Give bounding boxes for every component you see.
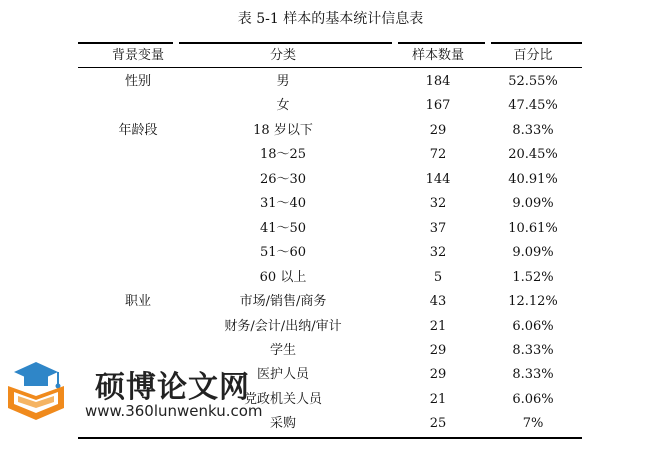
category-cell: 党政机关人员 xyxy=(243,392,323,407)
percent-cell: 7% xyxy=(522,416,544,431)
header-cell: 背景变量 xyxy=(111,48,165,63)
graduation-cap-icon xyxy=(14,362,61,389)
category-cell: 51～60 xyxy=(259,245,307,260)
group-label: 性别 xyxy=(124,74,152,89)
header-cell: 分类 xyxy=(269,48,297,63)
count-cell: 5 xyxy=(433,270,443,285)
header-gap xyxy=(485,41,491,45)
watermark-url: www.360lunwenku.com xyxy=(85,402,263,420)
percent-cell: 9.09% xyxy=(512,245,554,260)
percent-cell: 47.45% xyxy=(508,98,558,113)
count-cell: 72 xyxy=(429,147,447,162)
category-cell: 18～25 xyxy=(259,147,307,162)
category-cell: 采购 xyxy=(269,416,297,431)
count-cell: 167 xyxy=(425,98,451,113)
category-cell: 医护人员 xyxy=(256,367,310,382)
count-cell: 43 xyxy=(429,294,447,309)
percent-cell: 6.06% xyxy=(512,392,554,407)
category-cell: 男 xyxy=(276,74,290,89)
percent-cell: 10.61% xyxy=(508,221,558,236)
percent-cell: 20.45% xyxy=(508,147,558,162)
count-cell: 29 xyxy=(429,123,447,138)
table-caption: 表 5-1 样本的基本统计信息表 xyxy=(237,11,424,27)
group-label: 职业 xyxy=(124,294,152,309)
header-cell: 样本数量 xyxy=(411,48,465,63)
percent-cell: 8.33% xyxy=(512,123,554,138)
category-cell: 市场/销售/商务 xyxy=(239,294,327,309)
percent-cell: 12.12% xyxy=(508,294,558,309)
count-cell: 184 xyxy=(425,74,451,89)
category-cell: 31～40 xyxy=(259,196,307,211)
percent-cell: 1.52% xyxy=(512,270,554,285)
count-cell: 25 xyxy=(429,416,447,431)
percent-cell: 6.06% xyxy=(512,319,554,334)
category-cell: 女 xyxy=(276,98,290,113)
percent-cell: 52.55% xyxy=(508,74,558,89)
category-cell: 26～30 xyxy=(259,172,307,187)
header-cell: 百分比 xyxy=(513,48,553,63)
category-cell: 学生 xyxy=(269,343,297,358)
bottom-rule xyxy=(78,437,582,439)
category-cell: 60 以上 xyxy=(259,270,307,285)
count-cell: 32 xyxy=(429,196,447,211)
watermark-title: 硕博论文网 xyxy=(95,370,250,405)
group-label: 年龄段 xyxy=(118,123,158,138)
category-cell: 41～50 xyxy=(259,221,307,236)
percent-cell: 8.33% xyxy=(512,367,554,382)
header-rule xyxy=(78,67,582,68)
percent-cell: 8.33% xyxy=(512,343,554,358)
percent-cell: 9.09% xyxy=(512,196,554,211)
header-gap xyxy=(392,41,398,45)
category-cell: 18 岁以下 xyxy=(253,123,313,138)
category-cell: 财务/会计/出纳/审计 xyxy=(224,319,342,334)
count-cell: 37 xyxy=(429,221,447,236)
count-cell: 29 xyxy=(429,343,447,358)
count-cell: 21 xyxy=(429,319,447,334)
book-icon xyxy=(8,386,64,420)
count-cell: 32 xyxy=(429,245,447,260)
count-cell: 144 xyxy=(425,172,451,187)
header-gap xyxy=(173,41,179,45)
top-rule xyxy=(78,42,582,44)
count-cell: 29 xyxy=(429,367,447,382)
percent-cell: 40.91% xyxy=(508,172,558,187)
count-cell: 21 xyxy=(429,392,447,407)
